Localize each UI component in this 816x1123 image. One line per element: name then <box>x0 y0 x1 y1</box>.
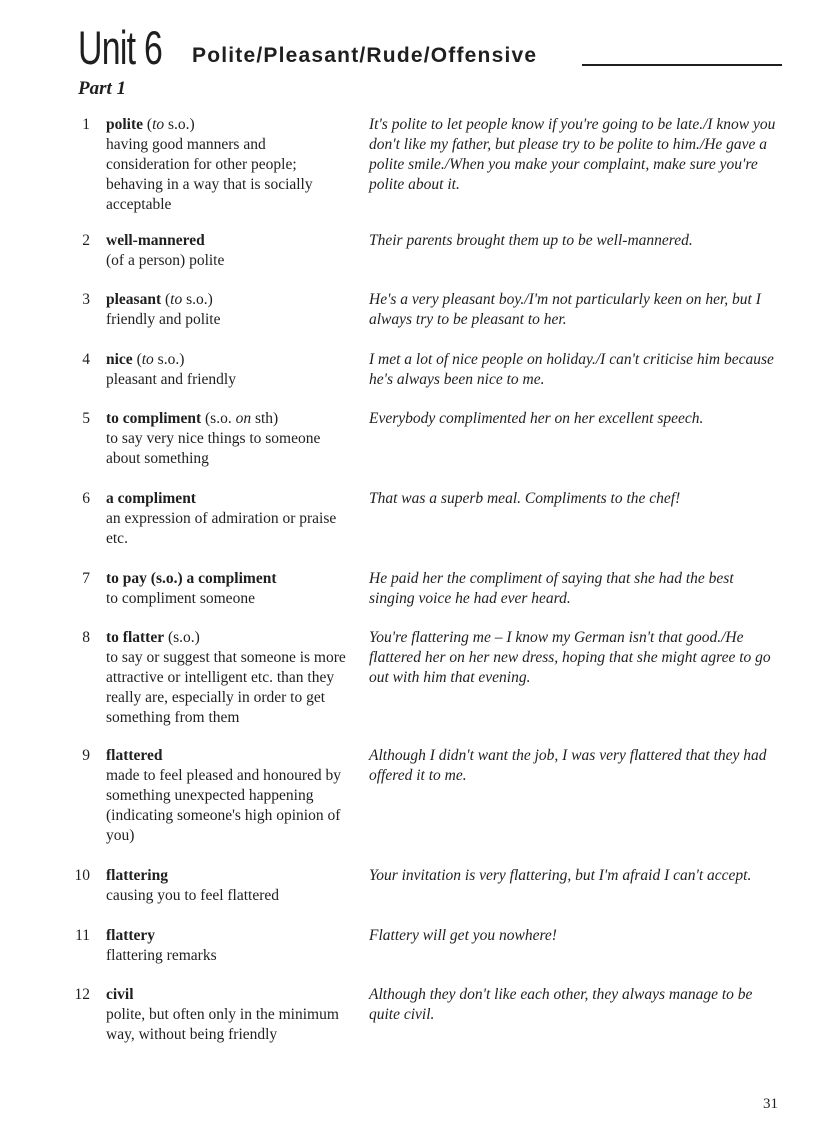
entry-grammar-rest: s.o.) <box>153 351 185 368</box>
entry-definition: to compliment someone <box>106 590 255 607</box>
entry-term <box>106 985 350 1045</box>
entry-number: 5 <box>82 410 90 427</box>
entry-example: Your invitation is very flattering, but I'm afraid I can't accept. <box>369 867 752 884</box>
entry-headword: civil <box>106 986 134 1003</box>
entry-definition: made to feel pleased and honoured by something unexpected happening (indicating someone's high opinion of you) <box>106 767 341 844</box>
entry-number: 9 <box>82 747 90 764</box>
entry-grammar-rest: s.o.) <box>182 291 213 308</box>
entry-example: He's a very pleasant boy./I'm not particularly keen on her, but I always try to be pleasant to her. <box>369 291 761 328</box>
page-number: 31 <box>763 1096 778 1112</box>
entry-number: 8 <box>82 629 90 646</box>
entry-term <box>106 489 350 549</box>
entry-example: He paid her the compliment of saying that she had the best singing voice he had ever heard. <box>369 570 734 607</box>
entry-number: 3 <box>82 291 90 308</box>
entry-headword: flattered <box>106 747 163 764</box>
entry-term <box>106 569 350 609</box>
entry-number: 4 <box>82 351 90 368</box>
entry-term <box>106 409 350 469</box>
entry-definition: pleasant and friendly <box>106 371 236 388</box>
entry-term <box>106 746 350 846</box>
entry-example: That was a superb meal. Compliments to the chef! <box>369 490 681 507</box>
entry-headword: a compliment <box>106 490 196 507</box>
header-rule <box>582 64 782 66</box>
unit-label: Unit 6 <box>78 21 163 74</box>
unit-title: Polite/Pleasant/Rude/Offensive <box>192 44 538 67</box>
entry-definition: to say or suggest that someone is more attractive or intelligent etc. than they really are, especially in order to get something from them <box>106 649 346 726</box>
entry-number: 10 <box>74 867 90 884</box>
entry-definition: (of a person) polite <box>106 252 225 269</box>
entry-example: Their parents brought them up to be well-mannered. <box>369 232 693 249</box>
entry-number: 7 <box>82 570 90 587</box>
entry-term <box>106 231 350 271</box>
entry-term <box>106 350 350 390</box>
entry-number: 11 <box>75 927 90 944</box>
entry-example: I met a lot of nice people on holiday./I can't criticise him because he's always been nice to me. <box>369 351 774 388</box>
entry-example: Although they don't like each other, they always manage to be quite civil. <box>369 986 753 1023</box>
entry-grammar-italic: on <box>235 410 252 427</box>
entry-grammar-italic: to <box>170 291 183 308</box>
entry-grammar: (s.o. <box>201 410 236 427</box>
entry-number: 1 <box>82 116 90 133</box>
entry-headword: to pay (s.o.) a compliment <box>106 570 277 587</box>
unit-header <box>78 18 782 78</box>
entry-number: 6 <box>82 490 90 507</box>
entry-grammar: ( <box>161 291 171 308</box>
entry-headword: well-mannered <box>106 232 205 249</box>
entry-definition: flattering remarks <box>106 947 217 964</box>
part-label: Part 1 <box>78 78 127 99</box>
entry-grammar: ( <box>143 116 153 133</box>
entry-example: You're flattering me – I know my German isn't that good./He flattered her on her new dress, hoping that she might agree to go out with him that evening. <box>369 629 771 686</box>
entry-example: Flattery will get you nowhere! <box>369 927 557 944</box>
entry-headword: flattering <box>106 867 168 884</box>
entry-grammar-italic: to <box>141 351 154 368</box>
entry-definition: polite, but often only in the minimum way, without being friendly <box>106 1006 339 1043</box>
entry-grammar: ( <box>132 351 142 368</box>
entry-definition: friendly and polite <box>106 311 221 328</box>
entry-definition: an expression of admiration or praise etc. <box>106 510 337 547</box>
entry-grammar-rest: sth) <box>251 410 279 427</box>
entry-headword: to compliment <box>106 410 202 427</box>
entry-headword: polite <box>106 116 144 133</box>
entry-term <box>106 290 350 330</box>
entry-term <box>106 115 350 215</box>
entry-headword: to flatter <box>106 629 165 646</box>
entry-example: Everybody complimented her on her excellent speech. <box>369 410 704 427</box>
entry-term <box>106 926 350 966</box>
entry-number: 2 <box>82 232 90 249</box>
entry-term <box>106 628 350 728</box>
entry-term <box>106 866 350 906</box>
entry-number: 12 <box>74 986 90 1003</box>
entry-definition: causing you to feel flattered <box>106 887 280 904</box>
entry-definition: to say very nice things to someone about something <box>106 430 321 467</box>
entry-headword: nice <box>106 351 133 368</box>
entry-example: Although I didn't want the job, I was very flattered that they had offered it to me. <box>369 747 767 784</box>
entry-grammar-italic: to <box>152 116 165 133</box>
entry-headword: flattery <box>106 927 156 944</box>
entry-example: It's polite to let people know if you're going to be late./I know you don't like my father, but please try to be polite to him./He gave a polite smile./When you make your complaint, make sure you're polite about it. <box>369 116 776 193</box>
entry-definition: having good manners and consideration for other people; behaving in a way that is socially acceptable <box>106 136 313 213</box>
entry-grammar: (s.o.) <box>164 629 200 646</box>
entry-grammar-rest: s.o.) <box>164 116 195 133</box>
entry-headword: pleasant <box>106 291 162 308</box>
